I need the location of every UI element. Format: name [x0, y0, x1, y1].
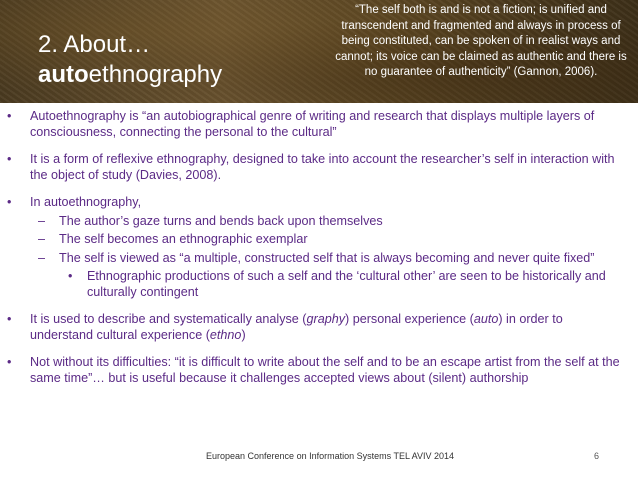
- sub-bullet-gaze: – The author’s gaze turns and bends back upon themselves: [0, 214, 638, 230]
- sub-bullet-exemplar: – The self becomes an ethnographic exemplar: [0, 232, 638, 248]
- bullet-purpose: [0, 312, 638, 343]
- page-number: 6: [594, 451, 600, 461]
- purpose-auto: auto: [473, 312, 499, 326]
- bullet-difficulties: • Not without its difficulties: “it is difficult to write about the self and to be an escape artist from the self at the same time”… but is useful because it challenges accepted views about (silent) authorship: [0, 355, 638, 386]
- slide-title: [38, 30, 222, 90]
- purpose-graphy: graphy: [306, 312, 346, 326]
- bullet-reflexive: • It is a form of reflexive ethnography, designed to take into account the researcher’s self in interaction with the object of study (Davies, 2008).: [0, 152, 638, 183]
- purpose-ethno: ethno: [209, 327, 242, 342]
- slide-footer: European Conference on Information Systems TEL AVIV 2014: [206, 451, 454, 461]
- title-bold-prefix: auto: [38, 61, 89, 88]
- slide-header-banner: [0, 0, 638, 103]
- slide-body: [0, 104, 638, 450]
- bullet-in-autoethnography: • In autoethnography,: [0, 195, 638, 211]
- purpose-text-d: ): [241, 327, 246, 342]
- sub-sub-bullet-contingent: • Ethnographic productions of such a self and the ‘cultural other’ are seen to be historically and culturally contingent: [0, 269, 638, 300]
- title-line-2: [38, 60, 222, 90]
- title-line-1: 2. About…: [38, 31, 151, 58]
- bullet-definition: • Autoethnography is “an autobiographical genre of writing and research that displays multiple layers of consciousness, connecting the personal to the cultural”: [0, 109, 638, 140]
- purpose-text-b: ) personal experience (: [345, 312, 474, 326]
- purpose-text-a: It is used to describe and systematically analyse (: [30, 312, 307, 326]
- purpose-text-c: ) in order to understand cultural experience (: [30, 312, 563, 342]
- bullet-list: [0, 109, 638, 386]
- header-quote: “The self both is and is not a fiction; is unified and transcendent and fragmented and always in process of being constituted, can be spoken of in realist ways and cannot; its voice can be claimed as authentic and there is no guarantee of authenticity” (Gannon, 2006).: [335, 4, 627, 78]
- sub-bullet-multiple-self: – The self is viewed as “a multiple, constructed self that is always becoming and never quite fixed”: [0, 251, 638, 267]
- title-suffix: ethnography: [88, 61, 223, 88]
